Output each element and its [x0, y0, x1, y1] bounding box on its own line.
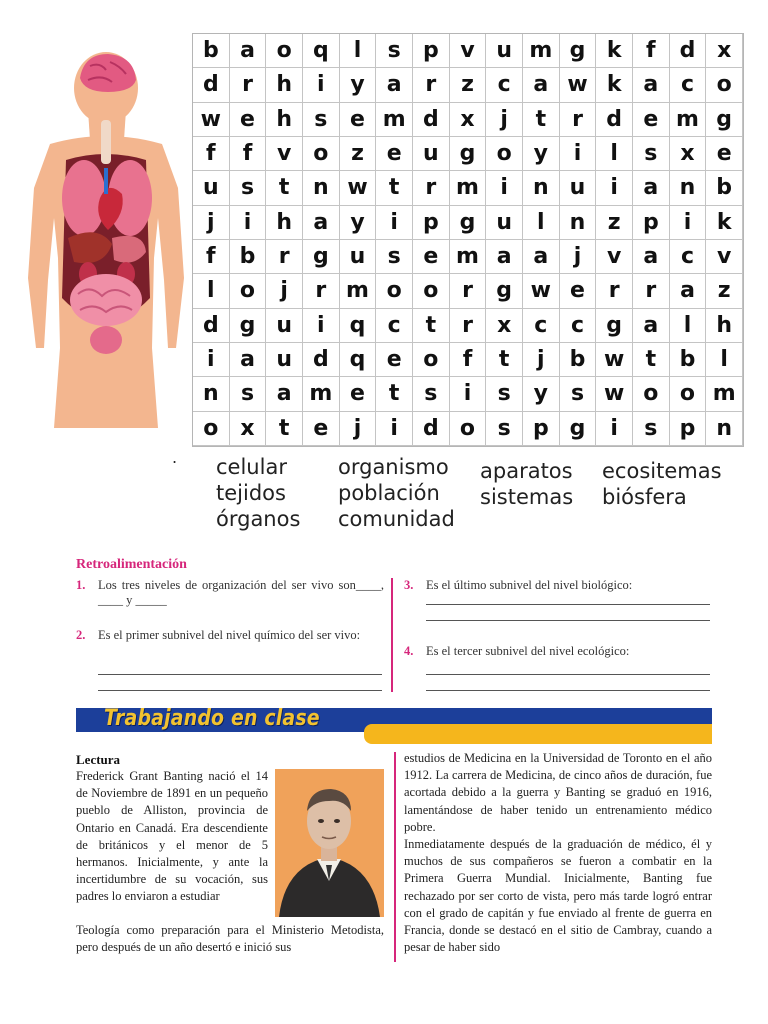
grid-cell[interactable]: m — [450, 240, 487, 274]
grid-cell[interactable]: a — [523, 240, 560, 274]
question-4 — [404, 644, 712, 660]
grid-cell[interactable]: t — [486, 343, 523, 377]
grid-cell[interactable]: a — [633, 68, 670, 102]
grid-cell[interactable]: j — [193, 206, 230, 240]
reading-left-top — [76, 768, 268, 906]
grid-cell[interactable]: c — [560, 309, 597, 343]
grid-cell[interactable]: t — [266, 171, 303, 205]
grid-cell[interactable]: l — [523, 206, 560, 240]
grid-cell[interactable]: x — [670, 137, 707, 171]
banner-title: Trabajando en clase — [104, 706, 320, 731]
grid-cell[interactable]: r — [560, 103, 597, 137]
grid-cell[interactable]: a — [230, 343, 267, 377]
grid-cell[interactable]: o — [486, 137, 523, 171]
grid-cell[interactable]: q — [340, 343, 377, 377]
grid-cell[interactable]: c — [486, 68, 523, 102]
grid-cell[interactable]: x — [706, 34, 743, 68]
grid-cell[interactable]: r — [266, 240, 303, 274]
grid-cell[interactable]: r — [303, 274, 340, 308]
word-bank-column-4 — [602, 458, 722, 510]
grid-cell[interactable]: u — [193, 171, 230, 205]
grid-cell[interactable]: r — [413, 68, 450, 102]
grid-cell[interactable]: z — [596, 206, 633, 240]
grid-cell[interactable]: g — [560, 34, 597, 68]
grid-cell[interactable]: m — [450, 171, 487, 205]
grid-cell[interactable]: d — [413, 103, 450, 137]
grid-cell[interactable]: s — [560, 377, 597, 411]
word-bank-item: ecositemas — [602, 459, 722, 483]
word-bank-item: tejidos — [216, 481, 286, 505]
grid-cell[interactable]: q — [303, 34, 340, 68]
grid-cell[interactable]: x — [230, 412, 267, 446]
grid-cell[interactable]: e — [560, 274, 597, 308]
grid-cell[interactable]: i — [303, 68, 340, 102]
grid-cell[interactable]: u — [486, 206, 523, 240]
grid-cell[interactable]: q — [340, 309, 377, 343]
grid-cell[interactable]: s — [633, 412, 670, 446]
grid-cell[interactable]: m — [340, 274, 377, 308]
grid-cell[interactable]: d — [596, 103, 633, 137]
grid-cell[interactable]: u — [266, 309, 303, 343]
grid-cell[interactable]: b — [193, 34, 230, 68]
question-number: 1. — [76, 578, 86, 592]
answer-line[interactable] — [426, 674, 710, 675]
grid-cell[interactable]: i — [486, 171, 523, 205]
grid-cell[interactable]: b — [560, 343, 597, 377]
question-text: Los tres niveles de organización del ser vivo son____, ____ y _____ — [98, 578, 384, 607]
grid-cell[interactable]: p — [670, 412, 707, 446]
grid-cell[interactable]: v — [266, 137, 303, 171]
grid-cell[interactable]: c — [670, 68, 707, 102]
grid-cell[interactable]: s — [376, 34, 413, 68]
grid-cell[interactable]: s — [376, 240, 413, 274]
word-bank-item: celular — [216, 455, 287, 479]
grid-cell[interactable]: s — [230, 171, 267, 205]
question-2 — [76, 628, 384, 660]
grid-cell[interactable]: o — [670, 377, 707, 411]
grid-cell[interactable]: e — [706, 137, 743, 171]
grid-cell[interactable]: t — [523, 103, 560, 137]
reading-paragraph: Teología como preparación para el Ministerio Metodista, pero después de un año desertó e inició sus — [76, 923, 384, 955]
grid-cell[interactable]: t — [266, 412, 303, 446]
grid-cell[interactable]: j — [486, 103, 523, 137]
grid-cell[interactable]: i — [596, 412, 633, 446]
grid-cell[interactable]: o — [706, 68, 743, 102]
grid-cell[interactable]: w — [193, 103, 230, 137]
grid-cell[interactable]: v — [450, 34, 487, 68]
word-search-grid — [192, 33, 744, 447]
grid-cell[interactable]: f — [193, 240, 230, 274]
grid-cell[interactable]: e — [376, 137, 413, 171]
grid-cell[interactable]: s — [486, 377, 523, 411]
grid-cell[interactable]: a — [633, 240, 670, 274]
word-bank-item: organismo — [338, 455, 449, 479]
grid-cell[interactable]: l — [670, 309, 707, 343]
grid-cell[interactable]: u — [266, 343, 303, 377]
grid-cell[interactable]: o — [413, 274, 450, 308]
grid-cell[interactable]: n — [670, 171, 707, 205]
grid-cell[interactable]: r — [230, 68, 267, 102]
grid-cell[interactable]: t — [633, 343, 670, 377]
grid-cell[interactable]: s — [413, 377, 450, 411]
grid-cell[interactable]: z — [450, 68, 487, 102]
word-bank-column-3 — [480, 458, 573, 510]
word-bank-item: población — [338, 481, 440, 505]
grid-cell[interactable]: x — [450, 103, 487, 137]
grid-cell[interactable]: w — [596, 343, 633, 377]
grid-cell[interactable]: r — [450, 274, 487, 308]
grid-cell[interactable]: i — [596, 171, 633, 205]
grid-cell[interactable]: j — [266, 274, 303, 308]
stray-mark: . — [172, 448, 178, 467]
grid-cell[interactable]: e — [340, 103, 377, 137]
grid-cell[interactable]: k — [706, 206, 743, 240]
reading-paragraph: estudios de Medicina en la Universidad de Toronto en el año 1912. La carrera de Medicina, de cinco años de duración, fue acortada debido a la guerra y Banting se graduó en 1916, lamentándose de haber tenido un entrenamiento médico pobre. — [404, 751, 712, 834]
section-banner — [76, 708, 712, 744]
grid-cell[interactable]: j — [340, 412, 377, 446]
grid-cell[interactable]: n — [706, 412, 743, 446]
grid-cell[interactable]: m — [303, 377, 340, 411]
banner-yellow-bar — [364, 724, 712, 744]
grid-cell[interactable]: m — [376, 103, 413, 137]
grid-cell[interactable]: n — [303, 171, 340, 205]
grid-cell[interactable]: h — [266, 68, 303, 102]
retroalimentacion-heading: Retroalimentación — [76, 557, 187, 572]
reading-paragraph: Frederick Grant Banting nació el 14 de Noviembre de 1891 en un pequeño pueblo de Alliston, provincia de Ontario en Canadá. Era descendiente de británicos y el menor de 5 hermanos. Inicialmente, y ante la incertidumbre de su vocación, sus padres lo enviaron a estudiar — [76, 769, 268, 904]
grid-cell[interactable]: n — [523, 171, 560, 205]
grid-cell[interactable]: d — [413, 412, 450, 446]
grid-cell[interactable]: d — [670, 34, 707, 68]
grid-cell[interactable]: f — [230, 137, 267, 171]
grid-cell[interactable]: v — [706, 240, 743, 274]
grid-cell[interactable]: i — [193, 343, 230, 377]
grid-cell[interactable]: z — [340, 137, 377, 171]
grid-cell[interactable]: u — [413, 137, 450, 171]
grid-cell[interactable]: l — [193, 274, 230, 308]
grid-cell[interactable]: i — [230, 206, 267, 240]
grid-cell[interactable]: o — [450, 412, 487, 446]
grid-cell[interactable]: m — [706, 377, 743, 411]
grid-cell[interactable]: k — [596, 68, 633, 102]
grid-cell[interactable]: s — [633, 137, 670, 171]
grid-cell[interactable]: y — [340, 68, 377, 102]
grid-cell[interactable]: n — [193, 377, 230, 411]
grid-cell[interactable]: l — [596, 137, 633, 171]
grid-cell[interactable]: k — [596, 34, 633, 68]
grid-cell[interactable]: g — [303, 240, 340, 274]
grid-cell[interactable]: r — [596, 274, 633, 308]
grid-cell[interactable]: e — [413, 240, 450, 274]
reading-paragraph: Inmediatamente después de la graduación de médico, él y muchos de sus compañeros se fueron a combatir en la Primera Guerra Mundial. Inicialmente, Banting fue rechazado por ser corto de vista, pero más tarde logró entrar con el grado de capitán y fue enviado al frente de guerra en Francia, donde se destacó en el sitio de Cambray, cuando a pesar de haber sido — [404, 837, 712, 955]
grid-cell[interactable]: a — [633, 171, 670, 205]
grid-cell[interactable]: e — [633, 103, 670, 137]
grid-cell[interactable]: b — [230, 240, 267, 274]
word-bank-item: órganos — [216, 507, 301, 531]
grid-cell[interactable]: i — [450, 377, 487, 411]
answer-line[interactable] — [98, 690, 382, 691]
grid-cell[interactable]: a — [266, 377, 303, 411]
grid-cell[interactable]: u — [560, 171, 597, 205]
grid-cell[interactable]: n — [560, 206, 597, 240]
human-anatomy-illustration — [8, 48, 192, 428]
grid-cell[interactable]: r — [413, 171, 450, 205]
grid-cell[interactable]: y — [523, 137, 560, 171]
word-bank-item: aparatos — [480, 459, 573, 483]
word-bank-item: comunidad — [338, 507, 455, 531]
grid-cell[interactable]: j — [560, 240, 597, 274]
reading-right — [404, 750, 712, 956]
grid-cell[interactable]: w — [596, 377, 633, 411]
grid-cell[interactable]: m — [670, 103, 707, 137]
grid-cell[interactable]: s — [303, 103, 340, 137]
answer-line[interactable] — [426, 690, 710, 691]
column-divider — [391, 578, 393, 692]
grid-cell[interactable]: g — [560, 412, 597, 446]
grid-cell[interactable]: f — [633, 34, 670, 68]
grid-cell[interactable]: p — [523, 412, 560, 446]
grid-cell[interactable]: t — [376, 171, 413, 205]
grid-cell[interactable]: i — [560, 137, 597, 171]
grid-cell[interactable]: g — [450, 206, 487, 240]
grid-cell[interactable]: g — [450, 137, 487, 171]
grid-cell[interactable]: i — [376, 206, 413, 240]
grid-cell[interactable]: h — [266, 206, 303, 240]
grid-cell[interactable]: w — [560, 68, 597, 102]
grid-cell[interactable]: a — [670, 274, 707, 308]
grid-cell[interactable]: e — [303, 412, 340, 446]
grid-cell[interactable]: y — [340, 206, 377, 240]
grid-cell[interactable]: a — [486, 240, 523, 274]
question-text: Es el tercer subnivel del nivel ecológico: — [426, 644, 630, 658]
word-bank-item: sistemas — [480, 485, 574, 509]
grid-cell[interactable]: h — [706, 309, 743, 343]
grid-cell[interactable]: y — [523, 377, 560, 411]
grid-cell[interactable]: b — [670, 343, 707, 377]
grid-cell[interactable]: m — [523, 34, 560, 68]
grid-cell[interactable]: e — [340, 377, 377, 411]
portrait-photo — [275, 769, 384, 917]
grid-cell[interactable]: x — [486, 309, 523, 343]
grid-cell[interactable]: w — [523, 274, 560, 308]
word-bank-item: biósfera — [602, 485, 687, 509]
grid-cell[interactable]: o — [266, 34, 303, 68]
grid-cell[interactable]: v — [596, 240, 633, 274]
question-number: 2. — [76, 628, 86, 642]
grid-cell[interactable]: p — [413, 206, 450, 240]
grid-cell[interactable]: d — [193, 68, 230, 102]
question-number: 4. — [404, 644, 414, 658]
grid-cell[interactable]: t — [413, 309, 450, 343]
grid-cell[interactable]: i — [303, 309, 340, 343]
grid-cell[interactable]: r — [450, 309, 487, 343]
grid-cell[interactable]: c — [376, 309, 413, 343]
column-divider — [394, 752, 396, 962]
grid-cell[interactable]: h — [266, 103, 303, 137]
grid-cell[interactable]: p — [413, 34, 450, 68]
lectura-heading: Lectura — [76, 752, 121, 767]
word-bank-column-2 — [338, 454, 455, 532]
answer-line[interactable] — [426, 620, 710, 621]
grid-cell[interactable]: u — [340, 240, 377, 274]
grid-cell[interactable]: r — [633, 274, 670, 308]
grid-cell[interactable]: o — [413, 343, 450, 377]
grid-cell[interactable]: i — [376, 412, 413, 446]
grid-cell[interactable]: f — [450, 343, 487, 377]
grid-cell[interactable]: e — [230, 103, 267, 137]
question-text: Es el primer subnivel del nivel químico del ser vivo: — [98, 628, 361, 642]
grid-cell[interactable]: a — [230, 34, 267, 68]
question-1 — [76, 578, 384, 610]
grid-cell[interactable]: t — [376, 377, 413, 411]
grid-cell[interactable]: a — [303, 206, 340, 240]
grid-cell[interactable]: c — [523, 309, 560, 343]
grid-cell[interactable]: e — [376, 343, 413, 377]
question-text: Es el último subnivel del nivel biológico: — [426, 578, 633, 592]
grid-cell[interactable]: f — [193, 137, 230, 171]
question-3 — [404, 578, 712, 594]
grid-cell[interactable]: b — [706, 171, 743, 205]
grid-cell[interactable]: o — [303, 137, 340, 171]
grid-cell[interactable]: o — [376, 274, 413, 308]
word-bank-column-1 — [216, 454, 300, 532]
grid-cell[interactable]: a — [633, 309, 670, 343]
grid-cell[interactable]: a — [376, 68, 413, 102]
grid-cell[interactable]: i — [670, 206, 707, 240]
grid-cell[interactable]: l — [706, 343, 743, 377]
reading-left-bottom — [76, 922, 384, 956]
grid-cell[interactable]: c — [670, 240, 707, 274]
grid-cell[interactable]: o — [633, 377, 670, 411]
grid-cell[interactable]: j — [523, 343, 560, 377]
grid-cell[interactable]: g — [486, 274, 523, 308]
grid-cell[interactable]: a — [523, 68, 560, 102]
grid-cell[interactable]: p — [633, 206, 670, 240]
grid-cell[interactable]: o — [193, 412, 230, 446]
grid-cell[interactable]: s — [230, 377, 267, 411]
grid-cell[interactable]: l — [340, 34, 377, 68]
grid-cell[interactable]: z — [706, 274, 743, 308]
grid-cell[interactable]: g — [596, 309, 633, 343]
grid-cell[interactable]: o — [230, 274, 267, 308]
answer-line[interactable] — [426, 604, 710, 605]
grid-cell[interactable]: d — [303, 343, 340, 377]
grid-cell[interactable]: d — [193, 309, 230, 343]
grid-cell[interactable]: g — [706, 103, 743, 137]
grid-cell[interactable]: s — [486, 412, 523, 446]
grid-cell[interactable]: w — [340, 171, 377, 205]
grid-cell[interactable]: g — [230, 309, 267, 343]
grid-cell[interactable]: u — [486, 34, 523, 68]
answer-line[interactable] — [98, 674, 382, 675]
question-number: 3. — [404, 578, 414, 592]
